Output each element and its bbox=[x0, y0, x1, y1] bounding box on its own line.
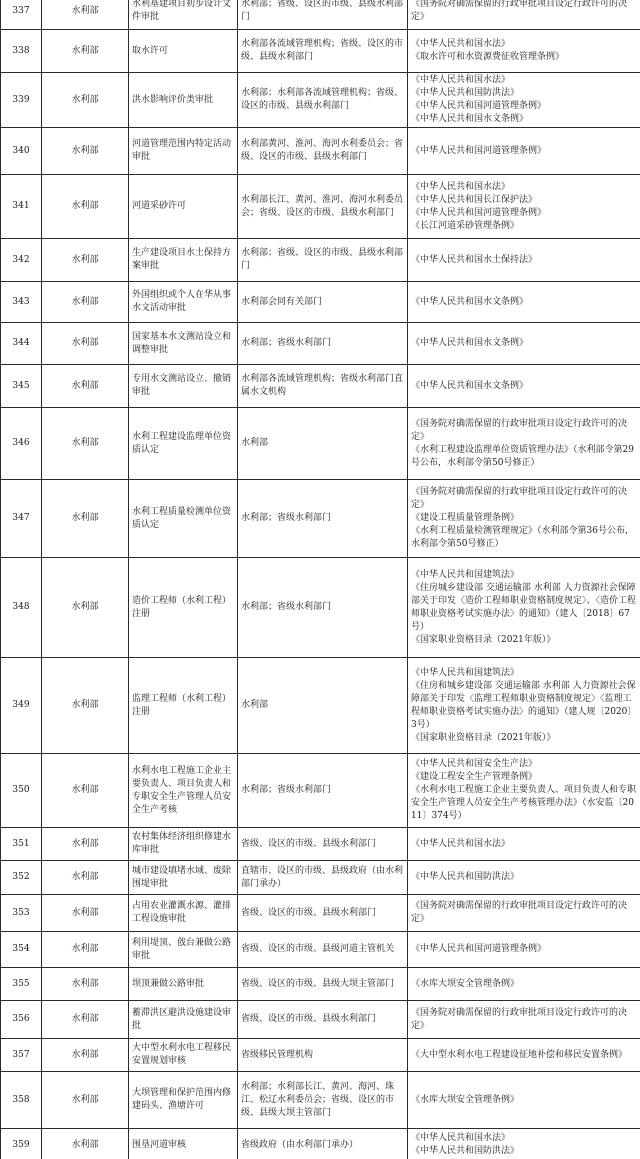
row-number-cell: 352 bbox=[1, 861, 42, 895]
table-row bbox=[1, 658, 640, 754]
department-cell: 水利部 bbox=[42, 239, 129, 282]
authority-cell: 省级、设区的市级、县级水利部门 bbox=[238, 895, 408, 932]
department-cell: 水利部 bbox=[42, 861, 129, 895]
legal-basis-cell bbox=[408, 861, 640, 895]
row-number-cell: 358 bbox=[1, 1072, 42, 1129]
legal-basis-line: 《水利工程建设监理单位资质管理办法》（水利部令第29号公布，水利部令第50号修正） bbox=[411, 444, 634, 468]
authority-cell: 省级、设区的市级、县级水利部门 bbox=[238, 1001, 408, 1039]
department-cell: 水利部 bbox=[42, 932, 129, 968]
row-number-cell: 347 bbox=[1, 480, 42, 558]
department-cell: 水利部 bbox=[42, 968, 129, 1001]
department-cell: 水利部 bbox=[42, 754, 129, 828]
approval-item-cell: 水利工程建设监理单位资质认定 bbox=[129, 408, 238, 480]
legal-basis-cell bbox=[408, 0, 640, 30]
legal-basis-line: 《中华人民共和国防洪法》 bbox=[411, 1146, 520, 1156]
authority-cell: 省级、设区的市级、县级水利部门 bbox=[238, 828, 408, 861]
table-row bbox=[1, 30, 640, 73]
table-row bbox=[1, 175, 640, 239]
row-number-cell: 339 bbox=[1, 73, 42, 128]
row-number-cell: 351 bbox=[1, 828, 42, 861]
legal-basis-cell bbox=[408, 73, 640, 128]
row-number-cell: 354 bbox=[1, 932, 42, 968]
department-cell: 水利部 bbox=[42, 408, 129, 480]
authority-cell: 水利部；省级水利部门 bbox=[238, 480, 408, 558]
legal-basis-cell bbox=[408, 30, 640, 73]
legal-basis-line: 《大中型水利水电工程建设征地补偿和移民安置条例》 bbox=[411, 1049, 628, 1060]
approval-item-cell: 河道采砂许可 bbox=[129, 175, 238, 239]
legal-basis-line: 《建设工程质量管理条例》 bbox=[411, 513, 520, 523]
approval-item-cell: 专用水文测站设立、撤销审批 bbox=[129, 365, 238, 408]
department-cell: 水利部 bbox=[42, 828, 129, 861]
table-row bbox=[1, 1039, 640, 1072]
table-row bbox=[1, 282, 640, 323]
department-cell: 水利部 bbox=[42, 323, 129, 365]
legal-basis-line: 《国务院对确需保留的行政审批项目设定行政许可的决定》 bbox=[411, 901, 628, 924]
legal-basis-cell bbox=[408, 323, 640, 365]
legal-basis-line: 《中华人民共和国水法》 bbox=[411, 181, 511, 192]
legal-basis-cell bbox=[408, 932, 640, 968]
legal-basis-line: 《长江河道采砂管理条例》 bbox=[411, 220, 520, 231]
legal-basis-line: 《国务院对确需保留的行政审批项目设定行政许可的决定》 bbox=[411, 418, 628, 442]
legal-basis-line: 《中华人民共和国水文条例》 bbox=[411, 296, 529, 307]
legal-basis-line: 《住房和城乡建设部 交通运输部 水利部 人力资源社会保障部关于印发〈监理工程师职业资格制度规定〉〈监理工程师职业资格考试实施办法〉的通知》（建人规〔2020〕3号） bbox=[411, 680, 637, 730]
row-number-cell: 353 bbox=[1, 895, 42, 932]
legal-basis-line: 《水利水电工程施工企业主要负责人、项目负责人和专职安全生产管理人员安全生产考核管理办法》（水安监〔2011〕374号） bbox=[411, 785, 637, 821]
table-row bbox=[1, 0, 640, 30]
legal-basis-line: 《国务院对确需保留的行政审批项目设定行政许可的决定》 bbox=[411, 0, 628, 22]
department-cell: 水利部 bbox=[42, 1001, 129, 1039]
authority-cell: 水利部各流域管理机构；省级、设区的市级、县级水利部门 bbox=[238, 30, 408, 73]
legal-basis-cell bbox=[408, 282, 640, 323]
table-row bbox=[1, 1001, 640, 1039]
row-number-cell: 348 bbox=[1, 558, 42, 658]
row-number-cell: 357 bbox=[1, 1039, 42, 1072]
row-number-cell: 340 bbox=[1, 128, 42, 175]
legal-basis-line: 《中华人民共和国水文条例》 bbox=[411, 114, 529, 124]
approval-item-cell: 占用农业灌溉水源、灌排工程设施审批 bbox=[129, 895, 238, 932]
department-cell: 水利部 bbox=[42, 30, 129, 73]
legal-basis-line: 《中华人民共和国长江保护法》 bbox=[411, 194, 538, 205]
table-row bbox=[1, 754, 640, 828]
approval-item-cell: 农村集体经济组织修建水库审批 bbox=[129, 828, 238, 861]
legal-basis-cell bbox=[408, 895, 640, 932]
legal-basis-cell bbox=[408, 658, 640, 754]
table-row bbox=[1, 1129, 640, 1159]
table-row bbox=[1, 1072, 640, 1129]
legal-basis-line: 《中华人民共和国水法》 bbox=[411, 838, 511, 849]
department-cell: 水利部 bbox=[42, 0, 129, 30]
table-row bbox=[1, 828, 640, 861]
table-row bbox=[1, 73, 640, 128]
row-number-cell: 342 bbox=[1, 239, 42, 282]
row-number-cell: 346 bbox=[1, 408, 42, 480]
authority-cell: 省级、设区的市级、县级大坝主管部门 bbox=[238, 968, 408, 1001]
row-number-cell: 349 bbox=[1, 658, 42, 754]
legal-basis-line: 《中华人民共和国建筑法》 bbox=[411, 667, 520, 678]
table-row bbox=[1, 480, 640, 558]
approval-item-cell: 围垦河道审核 bbox=[129, 1129, 238, 1159]
approval-item-cell: 水利基建项目初步设计文件审批 bbox=[129, 0, 238, 30]
legal-basis-line: 《中华人民共和国河道管理条例》 bbox=[411, 101, 547, 111]
authority-cell: 水利部 bbox=[238, 658, 408, 754]
approval-item-cell: 国家基本水文测站设立和调整审批 bbox=[129, 323, 238, 365]
approval-item-cell: 坝顶兼做公路审批 bbox=[129, 968, 238, 1001]
row-number-cell: 345 bbox=[1, 365, 42, 408]
legal-basis-line: 《国家职业资格目录（2021年版）》 bbox=[411, 732, 556, 743]
row-number-cell: 341 bbox=[1, 175, 42, 239]
authority-cell: 水利部长江、黄河、淮河、海河水利委员会；省级、设区的市级、县级水利部门 bbox=[238, 175, 408, 239]
authority-cell: 直辖市、设区的市级、县级政府（由水利部门承办） bbox=[238, 861, 408, 895]
legal-basis-line: 《中华人民共和国水文条例》 bbox=[411, 380, 529, 391]
legal-basis-cell bbox=[408, 408, 640, 480]
table-row bbox=[1, 365, 640, 408]
approval-item-cell: 外国组织或个人在华从事水文活动审批 bbox=[129, 282, 238, 323]
approval-item-cell: 河道管理范围内特定活动审批 bbox=[129, 128, 238, 175]
department-cell: 水利部 bbox=[42, 175, 129, 239]
approval-item-cell: 造价工程师（水利工程）注册 bbox=[129, 558, 238, 658]
department-cell: 水利部 bbox=[42, 128, 129, 175]
legal-basis-cell bbox=[408, 1072, 640, 1129]
approval-item-cell: 大中型水利水电工程移民安置规划审核 bbox=[129, 1039, 238, 1072]
department-cell: 水利部 bbox=[42, 558, 129, 658]
legal-basis-line: 《中华人民共和国防洪法》 bbox=[411, 88, 520, 98]
legal-basis-line: 《中华人民共和国河道管理条例》 bbox=[411, 207, 547, 218]
legal-basis-line: 《建设工程安全生产管理条例》 bbox=[411, 772, 538, 782]
legal-basis-line: 《中华人民共和国防洪法》 bbox=[411, 872, 520, 882]
legal-basis-cell bbox=[408, 968, 640, 1001]
legal-basis-line: 《水库大坝安全管理条例》 bbox=[411, 1094, 520, 1105]
department-cell: 水利部 bbox=[42, 895, 129, 932]
legal-basis-line: 《中华人民共和国水法》 bbox=[411, 1133, 511, 1143]
department-cell: 水利部 bbox=[42, 1129, 129, 1159]
table-row bbox=[1, 932, 640, 968]
table-row bbox=[1, 408, 640, 480]
row-number-cell: 338 bbox=[1, 30, 42, 73]
legal-basis-cell bbox=[408, 828, 640, 861]
table-row bbox=[1, 968, 640, 1001]
table-body bbox=[1, 0, 640, 1159]
row-number-cell: 344 bbox=[1, 323, 42, 365]
legal-basis-cell bbox=[408, 558, 640, 658]
department-cell: 水利部 bbox=[42, 365, 129, 408]
department-cell: 水利部 bbox=[42, 658, 129, 754]
department-cell: 水利部 bbox=[42, 73, 129, 128]
legal-basis-line: 《中华人民共和国安全生产法》 bbox=[411, 759, 538, 769]
department-cell: 水利部 bbox=[42, 480, 129, 558]
approval-item-cell: 水利水电工程施工企业主要负责人、项目负责人和专职安全生产管理人员安全生产考核 bbox=[129, 754, 238, 828]
authority-cell: 水利部；省级、设区的市级、县级水利部门 bbox=[238, 0, 408, 30]
legal-basis-line: 《取水许可和水资源费征收管理条例》 bbox=[411, 52, 565, 62]
authority-cell: 省级政府（由水利部门承办） bbox=[238, 1129, 408, 1159]
authority-cell: 水利部 bbox=[238, 408, 408, 480]
legal-basis-cell bbox=[408, 175, 640, 239]
row-number-cell: 355 bbox=[1, 968, 42, 1001]
department-cell: 水利部 bbox=[42, 282, 129, 323]
authority-cell: 省级移民管理机构 bbox=[238, 1039, 408, 1072]
authority-cell: 水利部；省级水利部门 bbox=[238, 323, 408, 365]
legal-basis-line: 《水利工程质量检测管理规定》（水利部令第36号公布，水利部令第50号修正） bbox=[411, 526, 634, 549]
legal-basis-line: 《中华人民共和国水法》 bbox=[411, 39, 511, 49]
approval-item-cell: 洪水影响评价类审批 bbox=[129, 73, 238, 128]
legal-basis-line: 《国务院对确需保留的行政审批项目设定行政许可的决定》 bbox=[411, 1007, 628, 1031]
legal-basis-line: 《中华人民共和国水法》 bbox=[411, 75, 511, 85]
authority-cell: 水利部黄河、淮河、海河水利委员会；省级、设区的市级、县级水利部门 bbox=[238, 128, 408, 175]
authority-cell: 水利部；水利部长江、黄河、海河、珠江、松辽水利委员会；省级、设区的市级、县级大坝主管部门 bbox=[238, 1072, 408, 1129]
table-row bbox=[1, 239, 640, 282]
legal-basis-cell bbox=[408, 480, 640, 558]
legal-basis-line: 《中华人民共和国水文条例》 bbox=[411, 338, 529, 348]
legal-basis-cell bbox=[408, 754, 640, 828]
legal-basis-line: 《水库大坝安全管理条例》 bbox=[411, 978, 520, 989]
department-cell: 水利部 bbox=[42, 1039, 129, 1072]
authority-cell: 水利部；水利部各流域管理机构；省级、设区的市级、县级水利部门 bbox=[238, 73, 408, 128]
legal-basis-line: 《中华人民共和国河道管理条例》 bbox=[411, 944, 547, 954]
approval-item-cell: 水利工程质量检测单位资质认定 bbox=[129, 480, 238, 558]
row-number-cell: 356 bbox=[1, 1001, 42, 1039]
approval-item-cell: 蓄滞洪区避洪设施建设审批 bbox=[129, 1001, 238, 1039]
table-row bbox=[1, 861, 640, 895]
legal-basis-cell bbox=[408, 1039, 640, 1072]
legal-basis-cell bbox=[408, 239, 640, 282]
table-row bbox=[1, 323, 640, 365]
department-cell: 水利部 bbox=[42, 1072, 129, 1129]
authority-cell: 水利部；省级水利部门 bbox=[238, 754, 408, 828]
table-row bbox=[1, 895, 640, 932]
authority-cell: 水利部；省级、设区的市级、县级水利部门 bbox=[238, 239, 408, 282]
approval-item-cell: 大坝管理和保护范围内修建码头、渔塘许可 bbox=[129, 1072, 238, 1129]
authority-cell: 省级、设区的市级、县级河道主管机关 bbox=[238, 932, 408, 968]
row-number-cell: 337 bbox=[1, 0, 42, 30]
approval-item-cell: 取水许可 bbox=[129, 30, 238, 73]
legal-basis-line: 《住房城乡建设部 交通运输部 水利部 人力资源社会保障部关于印发〈造价工程师职业资格制度规定〉、〈造价工程师职业资格考试实施办法〉的通知》（建人〔2018〕67号） bbox=[411, 582, 637, 632]
legal-basis-cell bbox=[408, 128, 640, 175]
row-number-cell: 343 bbox=[1, 282, 42, 323]
legal-basis-line: 《国务院对确需保留的行政审批项目设定行政许可的决定》 bbox=[411, 487, 628, 510]
authority-cell: 水利部各流域管理机构；省级水利部门直属水文机构 bbox=[238, 365, 408, 408]
row-number-cell: 359 bbox=[1, 1129, 42, 1159]
approval-item-cell: 监理工程师（水利工程）注册 bbox=[129, 658, 238, 754]
approval-item-cell: 利用堤顶、戗台兼做公路审批 bbox=[129, 932, 238, 968]
legal-basis-cell bbox=[408, 1129, 640, 1159]
approval-item-cell: 生产建设项目水土保持方案审批 bbox=[129, 239, 238, 282]
authority-cell: 水利部；省级水利部门 bbox=[238, 558, 408, 658]
table-row bbox=[1, 558, 640, 658]
legal-basis-line: 《中华人民共和国河道管理条例》 bbox=[411, 145, 547, 156]
legal-basis-line: 《国家职业资格目录（2021年版）》 bbox=[411, 634, 556, 645]
authority-cell: 水利部会同有关部门 bbox=[238, 282, 408, 323]
table-row bbox=[1, 128, 640, 175]
approval-item-cell: 城市建设填堵水域、废除围堤审批 bbox=[129, 861, 238, 895]
legal-basis-line: 《中华人民共和国水土保持法》 bbox=[411, 254, 538, 265]
legal-basis-cell bbox=[408, 1001, 640, 1039]
legal-basis-cell bbox=[408, 365, 640, 408]
legal-basis-line: 《中华人民共和国建筑法》 bbox=[411, 569, 520, 580]
row-number-cell: 350 bbox=[1, 754, 42, 828]
